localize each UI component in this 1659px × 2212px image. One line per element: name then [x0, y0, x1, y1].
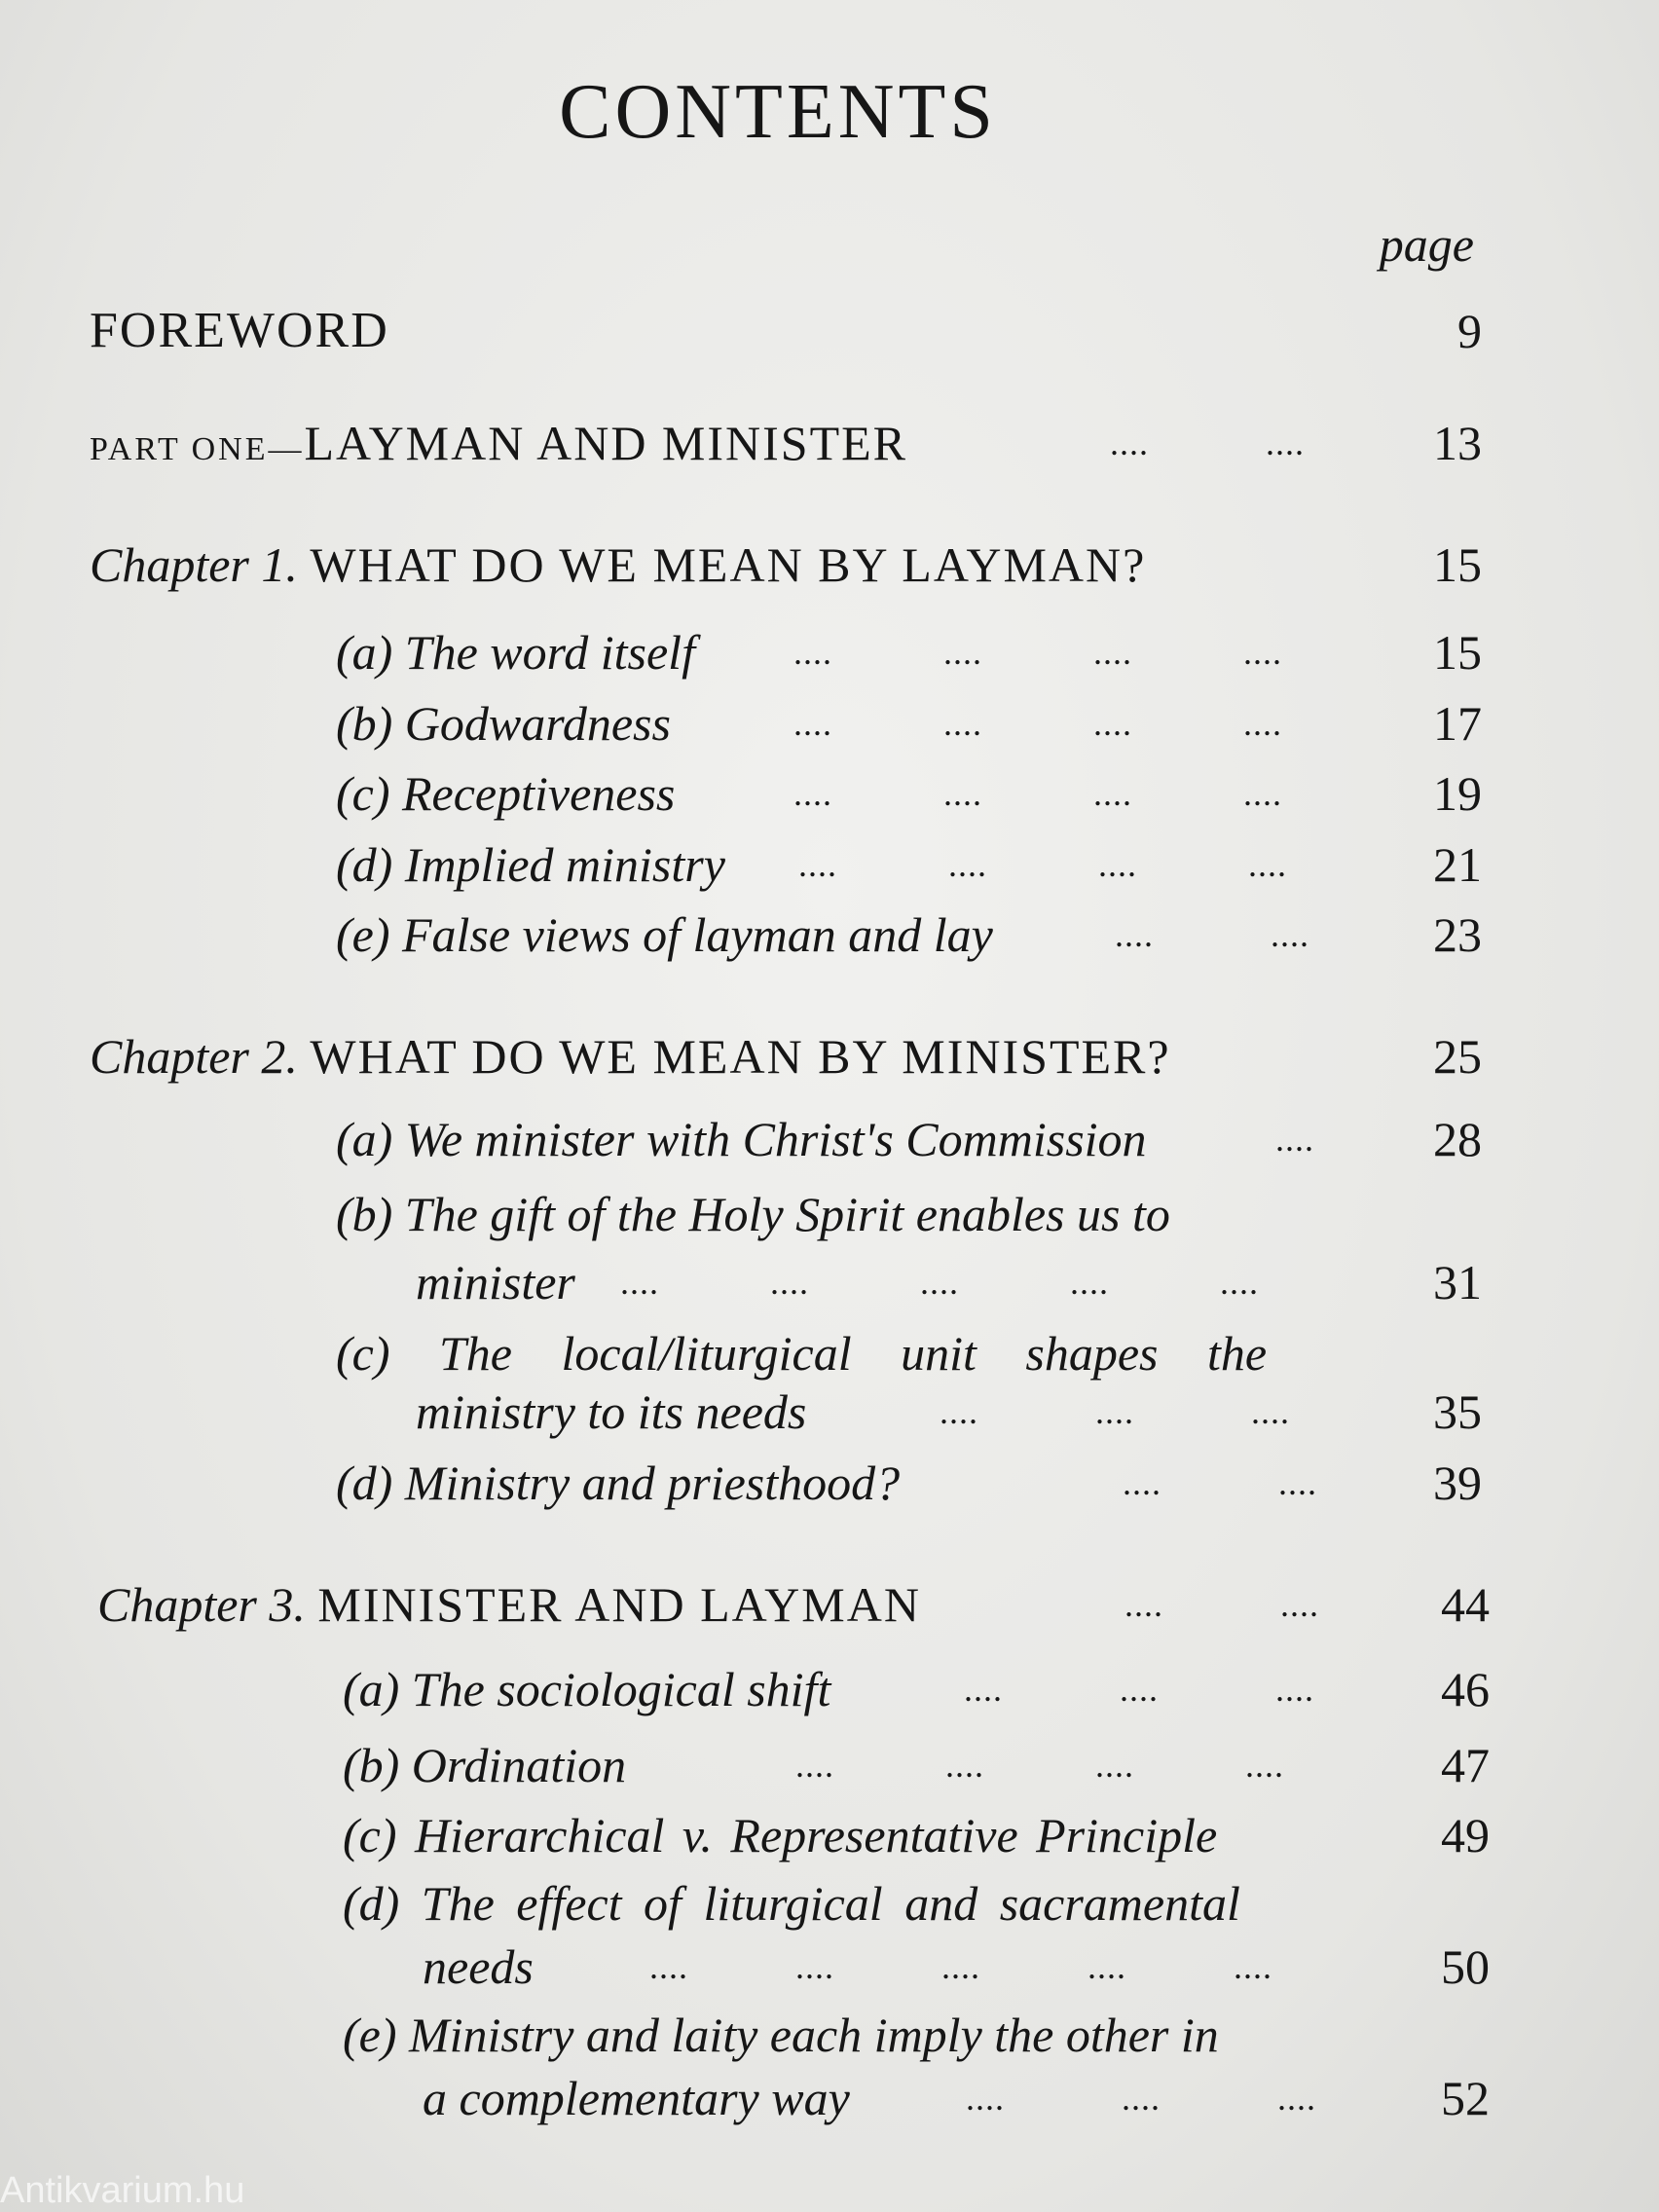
chapter-2-title: WHAT DO WE MEAN BY MINISTER? [310, 1029, 1171, 1084]
toc-chapter-2 [90, 1022, 1482, 1090]
toc-section [343, 1731, 1490, 1799]
section-label: (b) Godwardness [336, 696, 671, 751]
section-label: (a) The sociological shift [343, 1662, 831, 1716]
toc-section [343, 1655, 1490, 1723]
section-page: 19 [1433, 766, 1482, 821]
toc-entry-part-one [90, 409, 1482, 477]
section-label-continued: ministry to its needs [416, 1384, 807, 1439]
leader-dots: .... .... .... .... [793, 633, 1282, 672]
chapter-2-prefix: Chapter 2. [90, 1029, 298, 1084]
toc-section-continued [343, 1933, 1490, 2001]
watermark: Antikvarium.hu [0, 2170, 245, 2211]
toc-part-label: LAYMAN AND MINISTER [304, 416, 908, 470]
leader-dots: .... .... .... .... [795, 1746, 1284, 1785]
section-label-continued: minister [416, 1255, 575, 1309]
toc-part-page: 13 [1433, 416, 1482, 470]
section-page: 39 [1433, 1456, 1482, 1510]
section-label-continued: needs [423, 1939, 534, 1994]
leader-dots: .... .... .... .... [793, 774, 1282, 813]
toc-foreword-label: FOREWORD [90, 303, 389, 358]
toc-section-continued [336, 1378, 1482, 1446]
section-label: (c) The local/liturgical unit shapes the [336, 1326, 1268, 1381]
page-title: CONTENTS [559, 69, 997, 155]
section-label: (d) Implied ministry [336, 837, 725, 892]
section-label: (c) Hierarchical v. Representative Principle [343, 1808, 1218, 1862]
section-label: (a) We minister with Christ's Commission [336, 1112, 1147, 1166]
section-label: (e) Ministry and laity each imply the other in [343, 2008, 1219, 2062]
leader-dots: .... .... [1123, 1463, 1317, 1502]
chapter-1-prefix: Chapter 1. [90, 537, 298, 592]
chapter-3-prefix: Chapter 3. [97, 1577, 306, 1632]
toc-section [343, 2001, 1490, 2069]
toc-section [336, 689, 1482, 757]
section-label: (c) Receptiveness [336, 766, 676, 821]
chapter-1-title: WHAT DO WE MEAN BY LAYMAN? [310, 537, 1147, 592]
toc-section-continued [336, 1248, 1482, 1316]
leader-dots: .... .... .... .... [798, 845, 1287, 884]
section-label: (d) The effect of liturgical and sacramental [343, 1876, 1240, 1931]
section-label-continued: a complementary way [423, 2071, 850, 2125]
chapter-1-page: 15 [1433, 537, 1482, 592]
leader-dots: .... .... .... [964, 1670, 1314, 1709]
toc-section [343, 1869, 1490, 1937]
section-page: 50 [1441, 1939, 1490, 1994]
section-page: 28 [1433, 1112, 1482, 1166]
section-page: 23 [1433, 907, 1482, 962]
leader-dots: .... .... .... .... [793, 704, 1282, 743]
section-page: 52 [1441, 2071, 1490, 2125]
page-column-label: page [1379, 217, 1474, 272]
toc-entry-foreword [90, 297, 1482, 365]
chapter-2-page: 25 [1433, 1029, 1482, 1084]
leader-dots: .... .... .... .... .... [620, 1263, 1259, 1302]
leader-dots: .... .... .... [966, 2079, 1316, 2118]
chapter-3-title: MINISTER AND LAYMAN [317, 1577, 921, 1632]
chapter-3-page: 44 [1441, 1577, 1490, 1632]
toc-section [336, 830, 1482, 899]
toc-section [336, 759, 1482, 828]
section-page: 17 [1433, 696, 1482, 751]
section-page: 21 [1433, 837, 1482, 892]
leader-dots: .... .... [1110, 424, 1305, 462]
section-page: 49 [1441, 1808, 1490, 1862]
toc-section [343, 1801, 1490, 1869]
toc-section [336, 1449, 1482, 1517]
leader-dots: .... .... [1115, 915, 1309, 954]
leader-dots: .... .... [1124, 1585, 1319, 1624]
leader-dots: .... [1275, 1120, 1314, 1159]
toc-chapter-3 [97, 1570, 1490, 1639]
toc-section-continued [343, 2064, 1490, 2132]
section-label: (a) The word itself [336, 625, 695, 680]
toc-chapter-1 [90, 531, 1482, 599]
section-label: (e) False views of layman and lay [336, 907, 993, 962]
section-page: 31 [1433, 1255, 1482, 1309]
toc-section [336, 901, 1482, 969]
toc-foreword-page: 9 [1457, 304, 1482, 358]
toc-section [336, 618, 1482, 686]
section-label: (b) The gift of the Holy Spirit enables us to [336, 1187, 1170, 1241]
leader-dots: .... .... .... [940, 1392, 1290, 1431]
toc-section [336, 1180, 1482, 1248]
section-label: (b) Ordination [343, 1738, 627, 1792]
section-label: (d) Ministry and priesthood? [336, 1456, 901, 1510]
toc-part-prefix: PART ONE— [90, 431, 305, 467]
section-page: 47 [1441, 1738, 1490, 1792]
toc-section [336, 1105, 1482, 1173]
section-page: 35 [1433, 1384, 1482, 1439]
leader-dots: .... .... .... .... .... [649, 1947, 1272, 1986]
section-page: 15 [1433, 625, 1482, 680]
section-page: 46 [1441, 1662, 1490, 1716]
